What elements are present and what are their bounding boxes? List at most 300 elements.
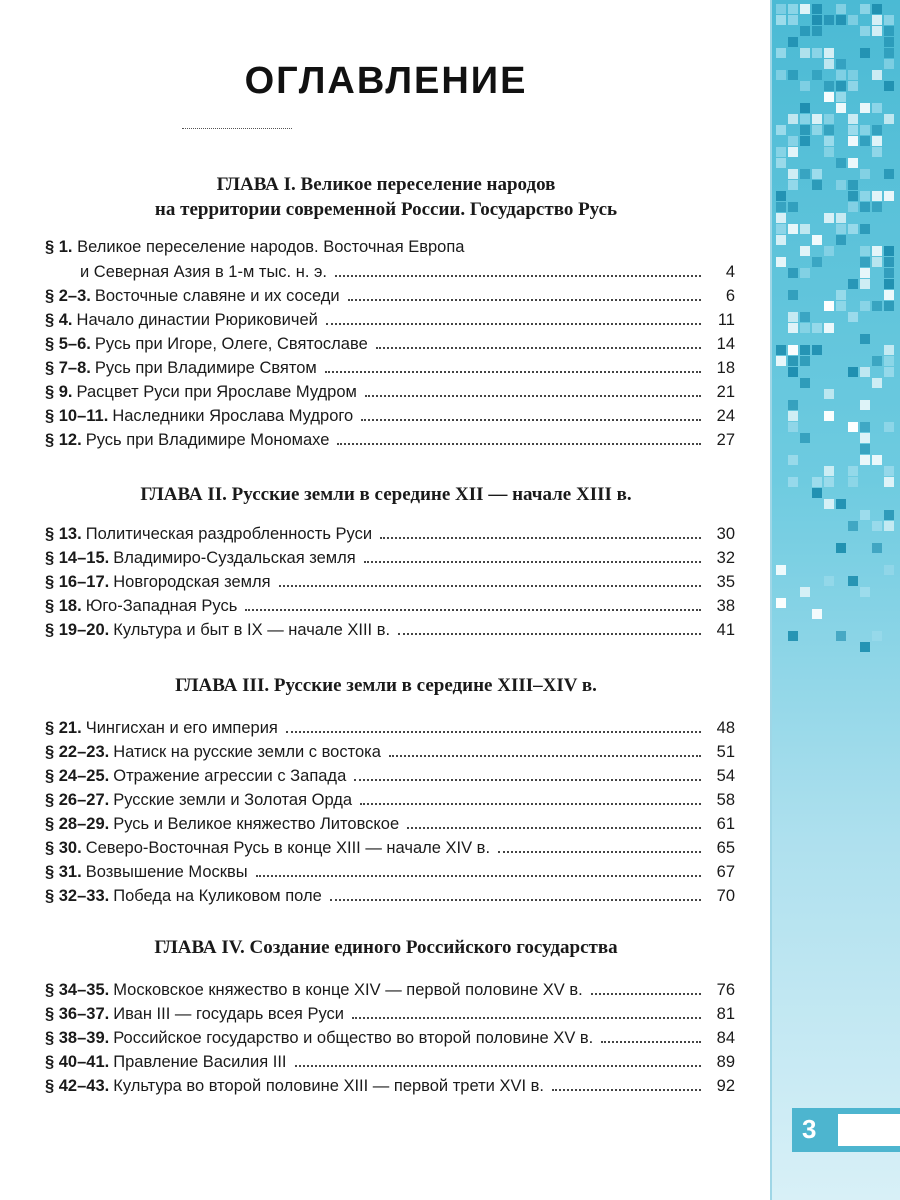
decorative-square (776, 235, 786, 245)
decorative-square (860, 48, 870, 58)
decorative-square (788, 367, 798, 377)
decorative-square (884, 169, 894, 179)
dot-leader (361, 419, 701, 421)
decorative-square (884, 422, 894, 432)
decorative-square (812, 114, 822, 124)
decorative-square (812, 26, 822, 36)
decorative-square (884, 15, 894, 25)
section-number: § 18. (45, 597, 82, 615)
decorative-square (788, 312, 798, 322)
section-title: Иван III — государь всея Руси (113, 1005, 344, 1023)
dot-leader (352, 1017, 701, 1019)
decorative-square (836, 224, 846, 234)
decorative-square (788, 180, 798, 190)
section-number: § 2–3. (45, 287, 91, 305)
decorative-square (788, 224, 798, 234)
decorative-square (884, 290, 894, 300)
decorative-square (788, 477, 798, 487)
page-ref: 30 (716, 525, 735, 543)
section-number: § 31. (45, 863, 82, 881)
decorative-square (800, 356, 810, 366)
page-ref: 4 (725, 263, 735, 281)
decorative-square (824, 114, 834, 124)
page-ref: 41 (716, 621, 735, 639)
decorative-square (788, 70, 798, 80)
section-number: § 34–35. (45, 981, 110, 999)
dot-leader (286, 731, 701, 733)
decorative-square (836, 180, 846, 190)
decorative-square (800, 114, 810, 124)
decorative-square (884, 510, 894, 520)
decorative-square (824, 92, 834, 102)
decorative-square (872, 378, 882, 388)
decorative-square (884, 246, 894, 256)
decorative-square (800, 587, 810, 597)
decorative-square (800, 433, 810, 443)
decorative-square (860, 191, 870, 201)
decorative-square (848, 312, 858, 322)
decorative-square (788, 323, 798, 333)
dot-leader (364, 561, 701, 563)
decorative-square (884, 345, 894, 355)
decorative-square (788, 202, 798, 212)
decorative-square (884, 81, 894, 91)
decorative-square (824, 81, 834, 91)
page-ref: 65 (716, 839, 735, 857)
decorative-square (788, 290, 798, 300)
decorative-square (824, 477, 834, 487)
page-number: 3 (802, 1114, 817, 1144)
page-ref: 14 (716, 335, 735, 353)
dot-leader (601, 1041, 701, 1043)
decorative-square (812, 169, 822, 179)
dot-leader (360, 803, 701, 805)
decorative-square (884, 48, 894, 58)
section-title: Наследники Ярослава Мудрого (112, 407, 354, 425)
toc-entry[interactable] (45, 378, 735, 402)
decorative-square (776, 257, 786, 267)
page-ref: 70 (716, 887, 735, 905)
decorative-square (836, 631, 846, 641)
section-number: § 36–37. (45, 1005, 110, 1023)
decorative-square (884, 356, 894, 366)
decorative-square (848, 477, 858, 487)
decorative-square (860, 4, 870, 14)
page-ref: 76 (716, 981, 735, 999)
chapter-4-heading: ГЛАВА IV. Создание единого Российского государства (154, 937, 618, 958)
dot-leader (389, 755, 701, 757)
toc-entry[interactable] (45, 306, 735, 330)
toc-entry[interactable] (45, 1024, 735, 1048)
decorative-square (860, 136, 870, 146)
decorative-square (836, 15, 846, 25)
section-number: § 10–11. (45, 407, 109, 425)
decorative-square (776, 356, 786, 366)
toc-entry[interactable] (45, 810, 735, 834)
decorative-square (860, 279, 870, 289)
section-title: Правление Василия III (113, 1053, 287, 1071)
decorative-square (872, 4, 882, 14)
decorative-square (872, 301, 882, 311)
decorative-square (884, 257, 894, 267)
decorative-square (812, 488, 822, 498)
toc-entry[interactable] (45, 402, 735, 426)
page-ref: 18 (716, 359, 735, 377)
dot-leader (398, 633, 701, 635)
decorative-square (812, 235, 822, 245)
decorative-square (788, 356, 798, 366)
section-title: Московское княжество в конце XIV — первой половине XV в. (113, 981, 583, 999)
toc-entry[interactable] (45, 1072, 735, 1096)
decorative-square (848, 422, 858, 432)
dot-leader (295, 1065, 702, 1067)
decorative-square (776, 48, 786, 58)
toc-entry[interactable] (45, 882, 735, 906)
decorative-square (848, 466, 858, 476)
decorative-square (788, 455, 798, 465)
decorative-square (800, 378, 810, 388)
dot-leader (330, 899, 701, 901)
decorative-square (848, 136, 858, 146)
decorative-square (860, 400, 870, 410)
decorative-square (872, 70, 882, 80)
section-number: § 1. (45, 238, 73, 256)
decorative-square (884, 565, 894, 575)
decorative-square (836, 213, 846, 223)
toc-entry[interactable] (45, 738, 735, 762)
chapter-2-heading: ГЛАВА II. Русские земли в середине XII — начале XIII в. (140, 484, 632, 505)
dot-leader (376, 347, 701, 349)
section-number: § 14–15. (45, 549, 110, 567)
dot-leader (337, 443, 701, 445)
decorative-square (824, 147, 834, 157)
decorative-square (860, 510, 870, 520)
toc-entry-line1[interactable] (45, 238, 735, 257)
decorative-square (776, 213, 786, 223)
decorative-square (884, 477, 894, 487)
decorative-square (860, 367, 870, 377)
decorative-square (776, 565, 786, 575)
decorative-square (860, 202, 870, 212)
decorative-square (860, 125, 870, 135)
page-ref: 92 (716, 1077, 735, 1095)
toc-entry[interactable] (45, 786, 735, 810)
decorative-square (860, 224, 870, 234)
dot-leader (380, 537, 701, 539)
section-title: Расцвет Руси при Ярославе Мудром (76, 383, 357, 401)
decorative-square (872, 147, 882, 157)
decorative-square (884, 279, 894, 289)
decorative-square (860, 257, 870, 267)
decorative-square (848, 279, 858, 289)
decorative-square (812, 257, 822, 267)
decorative-square (872, 356, 882, 366)
decorative-square (872, 191, 882, 201)
page-ref: 58 (716, 791, 735, 809)
decorative-square (860, 268, 870, 278)
section-number: § 42–43. (45, 1077, 110, 1095)
decorative-square (872, 136, 882, 146)
page-ref: 61 (716, 815, 735, 833)
page-ref: 6 (725, 287, 735, 305)
dot-leader (365, 395, 701, 397)
decorative-square (824, 48, 834, 58)
decorative-square (824, 411, 834, 421)
dot-leader (279, 585, 701, 587)
page-ref: 48 (716, 719, 735, 737)
page-ref: 38 (716, 597, 735, 615)
decorative-square (824, 59, 834, 69)
decorative-square (884, 114, 894, 124)
section-number: § 30. (45, 839, 82, 857)
section-number: § 40–41. (45, 1053, 110, 1071)
decorative-square (812, 609, 822, 619)
decorative-square (788, 15, 798, 25)
decorative-square (872, 103, 882, 113)
section-title: и Северная Азия в 1-м тыс. н. э. (80, 263, 328, 281)
decorative-square (848, 576, 858, 586)
decorative-square (884, 59, 894, 69)
toc-entry[interactable] (45, 544, 735, 568)
decorative-square (824, 136, 834, 146)
toc-entry[interactable] (45, 1048, 735, 1072)
decorative-square (848, 521, 858, 531)
page-ref: 24 (716, 407, 735, 425)
decorative-square (800, 81, 810, 91)
section-title: Восточные славяне и их соседи (94, 287, 340, 305)
decorative-square (800, 125, 810, 135)
toc-entry[interactable] (45, 834, 735, 858)
section-title: Политическая раздробленность Руси (85, 525, 373, 543)
decorative-square (824, 246, 834, 256)
decorative-square (860, 444, 870, 454)
page-ref: 67 (716, 863, 735, 881)
section-number: § 19–20. (45, 621, 110, 639)
decorative-square (884, 367, 894, 377)
decorative-square (800, 136, 810, 146)
toc-entry[interactable] (45, 592, 735, 616)
decorative-square (860, 642, 870, 652)
dot-leader (498, 851, 701, 853)
decorative-square (836, 4, 846, 14)
page-ref: 81 (716, 1005, 735, 1023)
section-title: Возвышение Москвы (85, 863, 248, 881)
decorative-square (848, 81, 858, 91)
dot-leader (325, 371, 701, 373)
page-ref: 84 (716, 1029, 735, 1047)
decorative-square (836, 158, 846, 168)
decorative-square (776, 224, 786, 234)
decorative-square (800, 48, 810, 58)
decorative-square (872, 455, 882, 465)
decorative-square (800, 323, 810, 333)
decorative-square (860, 26, 870, 36)
decorative-square (848, 180, 858, 190)
decorative-square (824, 213, 834, 223)
decorative-square (848, 224, 858, 234)
page-ref: 27 (716, 431, 735, 449)
decorative-square (836, 290, 846, 300)
decorative-square (824, 323, 834, 333)
page-number-tab (792, 1108, 900, 1152)
decorative-square (776, 4, 786, 14)
section-title: Натиск на русские земли с востока (113, 743, 381, 761)
decorative-square (812, 125, 822, 135)
decorative-square (776, 598, 786, 608)
section-title: Русь при Владимире Святом (94, 359, 317, 377)
section-number: § 5–6. (45, 335, 91, 353)
decorative-square (788, 114, 798, 124)
decorative-square (776, 158, 786, 168)
decorative-square (776, 147, 786, 157)
decorative-square (776, 125, 786, 135)
page-ref: 21 (716, 383, 735, 401)
decorative-square (836, 59, 846, 69)
decorative-square (800, 268, 810, 278)
decorative-square (860, 455, 870, 465)
section-number: § 12. (45, 431, 82, 449)
decorative-square (836, 235, 846, 245)
dot-leader (348, 299, 701, 301)
decorative-square (824, 466, 834, 476)
toc-entry[interactable] (45, 714, 735, 738)
decorative-square (848, 158, 858, 168)
decorative-square (884, 191, 894, 201)
section-number: § 22–23. (45, 743, 110, 761)
decorative-square (824, 576, 834, 586)
decorative-square (812, 477, 822, 487)
decorative-square (800, 103, 810, 113)
decorative-square (872, 202, 882, 212)
decorative-square (788, 268, 798, 278)
toc-entry[interactable] (45, 354, 735, 378)
section-number: § 26–27. (45, 791, 110, 809)
decorative-square (824, 389, 834, 399)
decorative-square (812, 4, 822, 14)
dot-leader (326, 323, 701, 325)
dot-leader (256, 875, 701, 877)
decorative-square (800, 26, 810, 36)
decorative-square (812, 323, 822, 333)
decorative-square (800, 224, 810, 234)
decorative-square (812, 180, 822, 190)
toc-entry[interactable] (45, 1000, 735, 1024)
decorative-square (848, 70, 858, 80)
section-number: § 16–17. (45, 573, 110, 591)
decorative-square (800, 246, 810, 256)
toc-entry[interactable] (45, 976, 735, 1000)
section-number: § 32–33. (45, 887, 110, 905)
toc-entry[interactable] (80, 258, 735, 282)
section-number: § 13. (45, 525, 82, 543)
decorative-square (836, 103, 846, 113)
chapter-1-heading: ГЛАВА I. Великое переселение народов на территории современной России. Государство Русь (154, 174, 618, 220)
toc-entry[interactable] (45, 282, 735, 306)
decorative-side-strip (772, 0, 900, 1200)
decorative-square (836, 92, 846, 102)
decorative-square (872, 246, 882, 256)
section-number: § 7–8. (45, 359, 91, 377)
dot-leader (354, 779, 701, 781)
toc-entry[interactable] (45, 520, 735, 544)
decorative-square (848, 15, 858, 25)
decorative-square (860, 301, 870, 311)
toc-entry[interactable] (45, 330, 735, 354)
toc-entry[interactable] (45, 616, 735, 640)
decorative-square (788, 631, 798, 641)
page-title: ОГЛАВЛЕНИЕ (244, 60, 528, 102)
decorative-square (884, 268, 894, 278)
decorative-square (800, 169, 810, 179)
decorative-square (800, 4, 810, 14)
dot-leader (407, 827, 701, 829)
decorative-square (872, 543, 882, 553)
decorative-square (800, 345, 810, 355)
section-title: Культура во второй половине XIII — первой трети XVI в. (113, 1077, 544, 1095)
toc-entry[interactable] (45, 762, 735, 786)
decorative-square (884, 521, 894, 531)
section-title: Российское государство и общество во второй половине XV в. (113, 1029, 594, 1047)
decorative-square (884, 466, 894, 476)
section-title: Великое переселение народов. Восточная Европа (77, 238, 465, 256)
section-title: Русь при Игоре, Олеге, Святославе (94, 335, 368, 353)
decorative-square (860, 587, 870, 597)
section-title: Победа на Куликовом поле (113, 887, 322, 905)
decorative-square (812, 48, 822, 58)
decorative-square (788, 147, 798, 157)
toc-entry[interactable] (45, 426, 735, 450)
section-title: Начало династии Рюриковичей (76, 311, 318, 329)
page-ref: 89 (716, 1053, 735, 1071)
decorative-square (872, 26, 882, 36)
section-number: § 9. (45, 383, 73, 401)
decorative-square (884, 26, 894, 36)
toc-entry[interactable] (45, 568, 735, 592)
decorative-square (824, 499, 834, 509)
decorative-square (788, 422, 798, 432)
decorative-square (824, 301, 834, 311)
decorative-square (836, 70, 846, 80)
decorative-square (872, 521, 882, 531)
decorative-square (788, 37, 798, 47)
toc-entry[interactable] (45, 858, 735, 882)
decorative-square (788, 169, 798, 179)
decorative-square (800, 312, 810, 322)
dot-leader (245, 609, 701, 611)
section-title: Русь при Владимире Мономахе (85, 431, 330, 449)
decorative-square (848, 114, 858, 124)
decorative-square (884, 301, 894, 311)
page-ref: 11 (717, 311, 735, 329)
section-number: § 4. (45, 311, 73, 329)
decorative-square (836, 499, 846, 509)
section-number: § 21. (45, 719, 82, 737)
decorative-square (848, 202, 858, 212)
decorative-square (788, 345, 798, 355)
decorative-square (884, 37, 894, 47)
page-ref: 54 (716, 767, 735, 785)
decorative-square (872, 15, 882, 25)
page-ref: 32 (716, 549, 735, 567)
decorative-square (788, 400, 798, 410)
decorative-square (776, 191, 786, 201)
section-title: Культура и быт в IX — начале XIII в. (113, 621, 391, 639)
decorative-square (872, 257, 882, 267)
decorative-square (860, 246, 870, 256)
dot-leader (552, 1089, 701, 1091)
decorative-square (860, 169, 870, 179)
decorative-square (836, 543, 846, 553)
